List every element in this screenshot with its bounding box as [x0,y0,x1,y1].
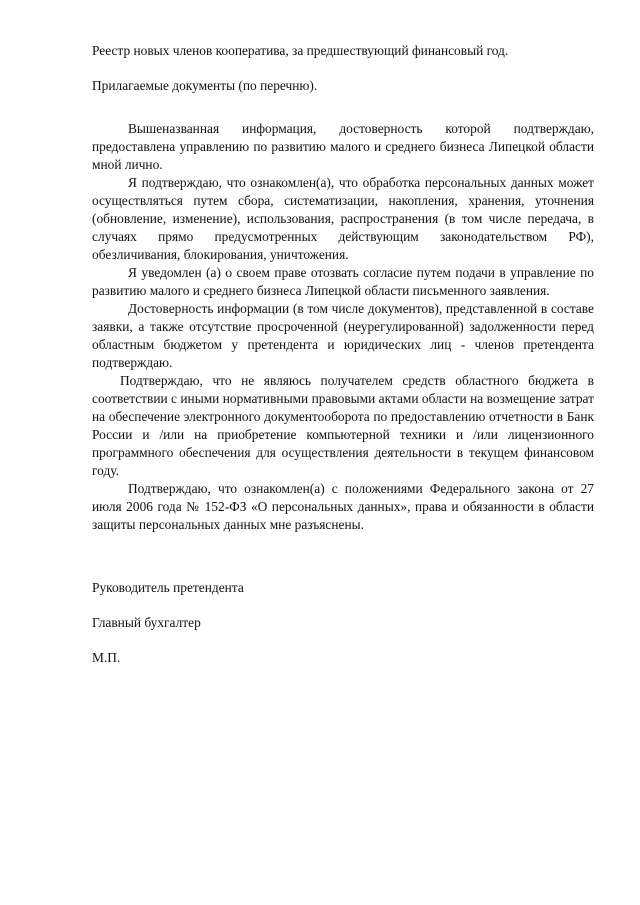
attached-docs-line: Прилагаемые документы (по перечню). [92,78,318,93]
signature-accountant: Главный бухгалтер [92,615,201,630]
paragraph-consent-withdrawal: Я уведомлен (а) о своем праве отозвать согласие путем подачи в управление по развитию малого и среднего бизнеса Липецкой области письменного заявления. [92,265,594,298]
stamp-place: М.П. [92,650,121,665]
paragraph-not-recipient: Подтверждаю, что не являюсь получателем средств областного бюджета в соответствии с иными нормативными правовыми актами области на возмещение затрат на обеспечение электронного документооборота по предоставлению отчетности в Банк России и /или на приобретение компьютерной техники и /или лицензионного программного обеспечения для осуществления деятельности в текущем финансовом году. [92,373,594,478]
registry-line: Реестр новых членов кооператива, за предшествующий финансовый год. [92,43,509,58]
signature-head: Руководитель претендента [92,580,244,595]
paragraph-federal-law: Подтверждаю, что ознакомлен(а) с положениями Федерального закона от 27 июля 2006 года № 152-ФЗ «О персональных данных», права и обязанности в области защиты персональных данных мне разъяснены. [92,481,594,532]
paragraph-personal-data-processing: Я подтверждаю, что ознакомлен(а), что обработка персональных данных может осуществляться путем сбора, систематизации, накопления, хранения, уточнения (обновление, изменение), использования, распространения (в том числе передача, в случаях прямо предусмотренных действующим законодательством РФ), обезличивания, блокирования, уничтожения. [92,175,594,262]
declarations-block [92,120,594,534]
paragraph-info-reliability: Достоверность информации (в том числе документов), представленной в составе заявки, а также отсутствие просроченной (неурегулированной) задолженности перед областным бюджетом у претендента и юридических лиц - членов претендента подтверждаю. [92,301,594,370]
paragraph-info-provided: Вышеназванная информация, достоверность которой подтверждаю, предоставлена управлению по развитию малого и среднего бизнеса Липецкой области мной лично. [92,121,594,172]
